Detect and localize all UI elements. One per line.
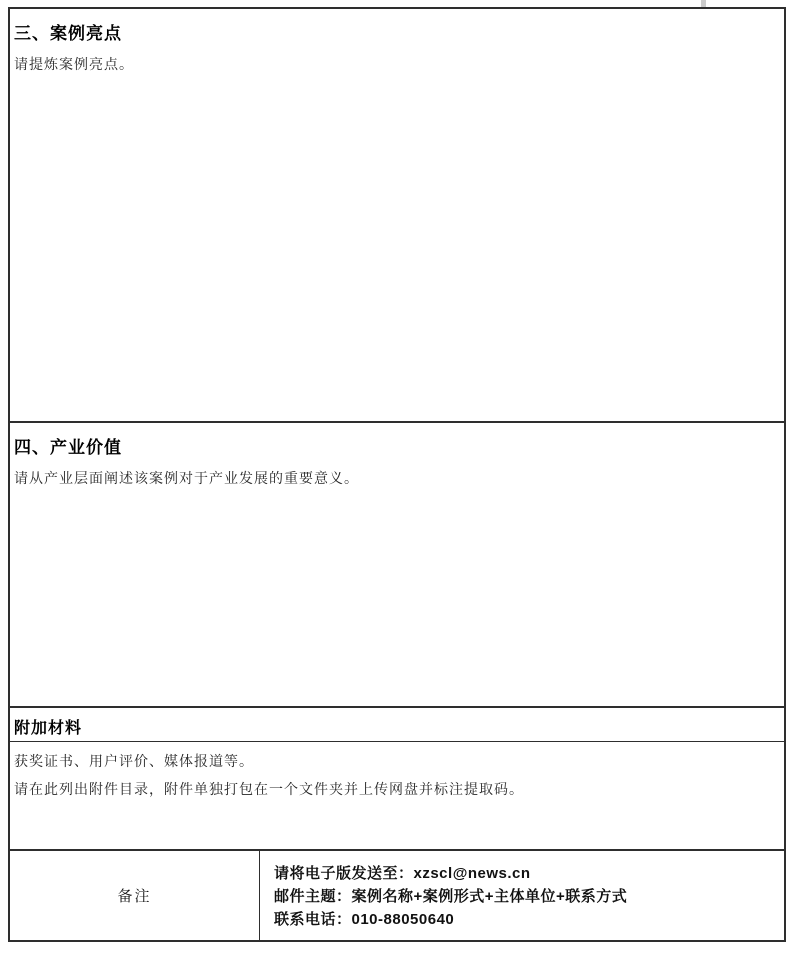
attachments-instruction-line: 获奖证书、用户评价、媒体报道等。 (14, 754, 254, 770)
remarks-phone-line: 联系电话：010-88050640 (274, 911, 455, 928)
remarks-label: 备注 (117, 888, 152, 905)
section-attachments-header (10, 708, 784, 742)
attachments-heading: 附加材料 (14, 720, 83, 737)
attachments-instruction-line: 请在此列出附件目录，附件单独打包在一个文件夹并上传网盘并标注提取码。 (14, 782, 524, 798)
industry-value-instruction: 请从产业层面阐述该案例对于产业发展的重要意义。 (14, 471, 359, 487)
remarks-content-cell[interactable] (260, 851, 784, 940)
remarks-label-cell (10, 851, 260, 940)
application-form-table (8, 7, 786, 942)
section-attachments-content[interactable] (10, 742, 784, 851)
case-highlights-instruction: 请提炼案例亮点。 (14, 57, 134, 73)
case-highlights-heading: 三、案例亮点 (14, 24, 122, 43)
section-case-highlights[interactable] (10, 9, 784, 423)
remarks-subject-line: 邮件主题：案例名称+案例形式+主体单位+联系方式 (274, 888, 628, 905)
section-remarks (10, 851, 784, 940)
section-industry-value[interactable] (10, 423, 784, 708)
remarks-email-line: 请将电子版发送至：xzscl@news.cn (274, 865, 531, 882)
industry-value-heading: 四、产业价值 (14, 438, 122, 457)
